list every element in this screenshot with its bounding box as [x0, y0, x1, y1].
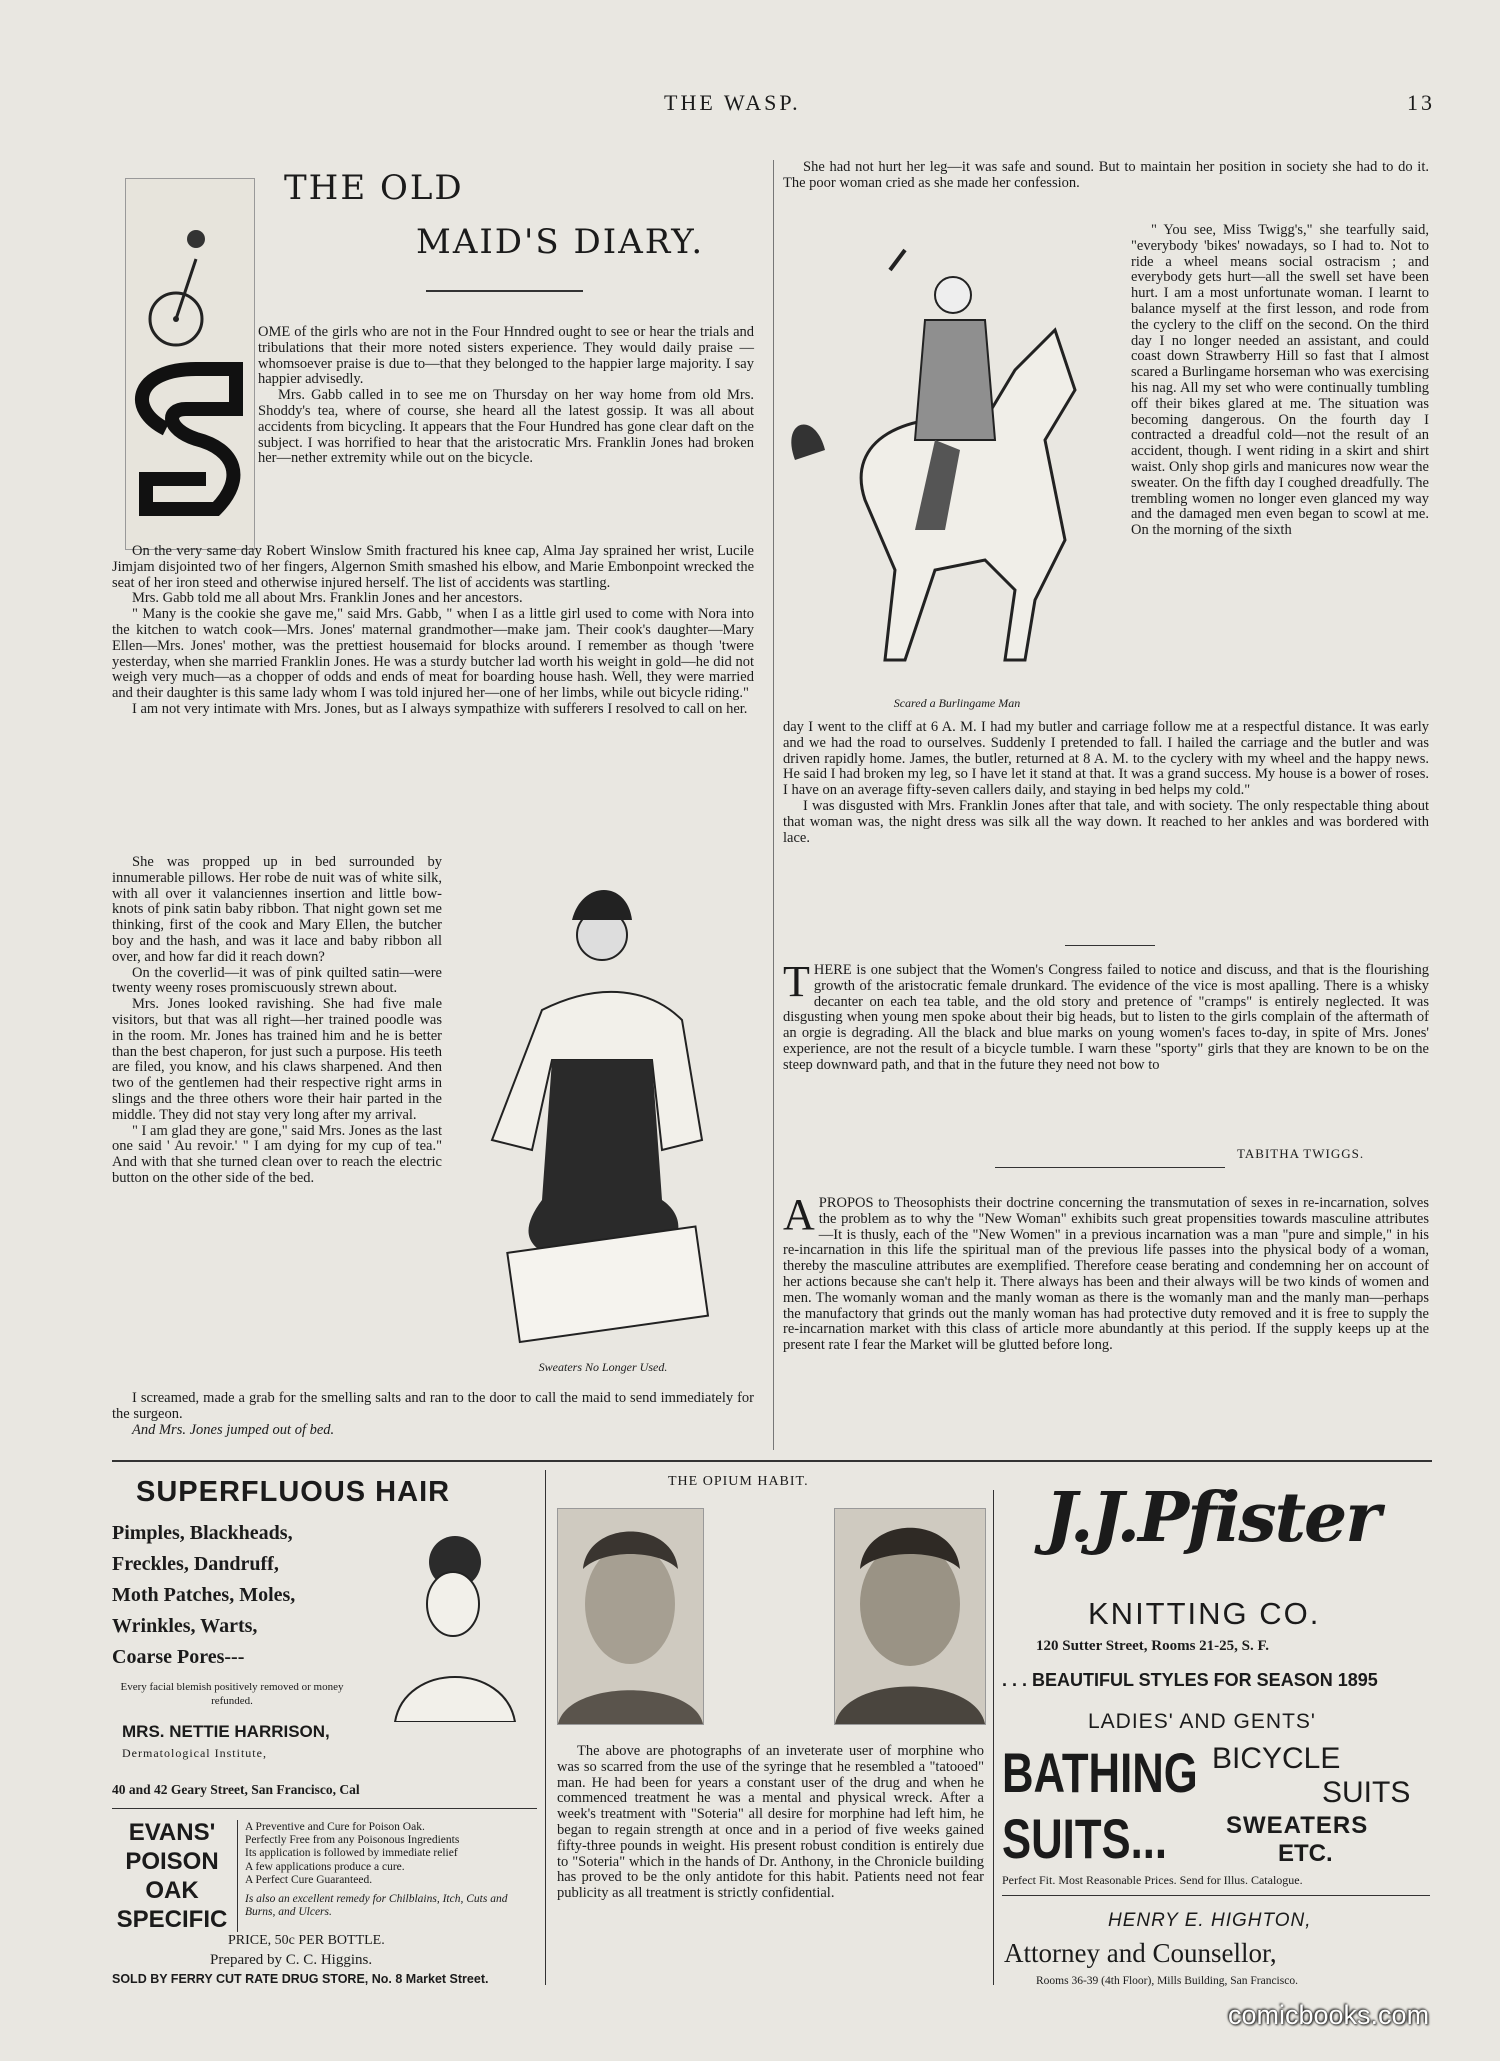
pfister-rule — [1002, 1895, 1430, 1896]
poison-ad-claims — [245, 1821, 537, 1919]
hair-ad-line: Pimples, Blackheads, — [112, 1522, 293, 1544]
poison-ad-also: Is also an excellent remedy for Chilblains, Itch, Cuts and Burns, and Ulcers. — [245, 1893, 508, 1919]
pfister-address: 120 Sutter Street, Rooms 21-25, S. F. — [1036, 1638, 1270, 1654]
page-number: 13 — [1407, 90, 1435, 115]
diary-title-line2: MAID'S DIARY. — [416, 222, 705, 262]
ads-divider-right — [993, 1490, 994, 1985]
hair-ad-list — [112, 1518, 295, 1673]
hair-ad-institute: Dermatological Institute, — [122, 1746, 267, 1760]
diary-p6: I am not very intimate with Mrs. Jones, but as I always sympathize with sufferers I resolved to call on her. — [132, 700, 748, 717]
pfister-footer: Perfect Fit. Most Reasonable Prices. Send for Illus. Catalogue. — [1002, 1873, 1303, 1887]
opium-photo-before — [557, 1508, 704, 1725]
hair-ad-line: Moth Patches, Moles, — [112, 1584, 296, 1606]
diary-c2-p2b: day I went to the cliff at 6 A. M. I had my butler and carriage follow me at a respectful distance. It was early and we had the road to ourselves. Suddenly I pretended to fall. I hailed the carriage and the butler and was driven rapidly home. James, the butler, returned at 8 A. M. to the cyclery with my wheel and the happy news. He said I had broken my leg, so I have let it stand at that. It was a grand success. My house is a bower of roses. I have on an average fifty-seven callers daily, and staying in bed helps my cold." — [783, 719, 1429, 799]
poison-ad-claim: A Perfect Cure Guaranteed. — [245, 1873, 373, 1886]
site-watermark: comicbooks.com — [1228, 2000, 1430, 2030]
illuminated-initial-s — [125, 178, 255, 550]
drunkard-text: HERE is one subject that the Women's Congress failed to notice and discuss, and that is the flourishing growth of the aristocratic female drunkard. The evidence of the vice is most apalling. There is a whisky decanter on each tea table, and the old story and pretence of "cramps" is entirely neglected. It was disgusting when young men spoke about their big heads, but to listen to the girls complain of the aftermath of an orgie is degrading. All the black and blue marks on young women's faces to-day, in spite of Mrs. Jones' experience, are not the result of a bicycle tumble. I warn these "sporty" girls that they are known to be on the steep downward path, and that in the future they need not bow to — [783, 962, 1429, 1073]
theosophy-article — [783, 1190, 1429, 1354]
diary-p1: OME of the girls who are not in the Four Hnndred ought to see or hear the trials and tribulations that their more noted sisters experience. They would daily praise —whomsoever praise is due to—that they belonged to the happier large majority. I say happier advisedly. — [258, 324, 754, 388]
horseman-illustration — [785, 240, 1115, 690]
poison-ad-claim: A few applications produce a cure. — [245, 1860, 405, 1873]
diary-p7: She was propped up in bed surrounded by innumerable pillows. Her robe de nuit was of white silk, with all over it valanciennes insertion and little bow-knots of pink satin baby ribbon. That night gown set me thinking, first of the cook and Mary Ellen, the butcher boy and the hash, and was it lace and baby ribbon all over, and how far did it reach down? — [112, 854, 442, 965]
cyclist-initial-drawing — [126, 179, 254, 549]
poison-ad-name-line: POISON — [125, 1848, 219, 1875]
theosophy-dropcap: A — [783, 1190, 815, 1239]
diary-narrow-block — [112, 855, 442, 1187]
ads-divider — [112, 1460, 1432, 1462]
poison-ad-price: PRICE, 50c PER BOTTLE. — [228, 1933, 385, 1948]
poison-ad-claim: A Preventive and Cure for Poison Oak. — [245, 1821, 425, 1833]
horseman-caption: Scared a Burlingame Man — [893, 696, 1021, 710]
section-rule-1 — [1065, 945, 1155, 946]
hair-ad-rule — [112, 1808, 537, 1809]
pfister-bicycle: BICYCLE — [1212, 1742, 1341, 1775]
opium-title: THE OPIUM HABIT. — [668, 1474, 809, 1489]
diary-p10: " I am glad they are gone," said Mrs. Jones as the last one said ' Au revoir.' " I am dying for my cup of tea." And with that she turned clean over to reach the electric button on the other side of the bed. — [112, 1122, 442, 1186]
opium-photo-after — [834, 1508, 986, 1725]
diary-continuation-narrow — [1131, 223, 1429, 539]
column-divider — [773, 160, 774, 1450]
drunkard-article — [783, 957, 1429, 1074]
diary-p11: I screamed, made a grab for the smelling salts and ran to the door to call the maid to send immediately for the surgeon. — [112, 1390, 754, 1422]
diary-continuation-top — [783, 160, 1429, 192]
hair-ad-line: Coarse Pores--- — [112, 1646, 245, 1668]
diary-continuation-wide — [783, 720, 1429, 846]
diary-c2-p3: I was disgusted with Mrs. Franklin Jones after that tale, and with society. The only respectable thing about that woman was, the night dress was silk all the way down. It reached to her ankles and was bordered with lace. — [783, 797, 1429, 846]
highton-name: HENRY E. HIGHTON, — [1108, 1910, 1312, 1931]
title-rule — [426, 290, 583, 292]
section-rule-2 — [995, 1167, 1225, 1168]
pfister-sweaters: SWEATERS — [1226, 1812, 1369, 1839]
hair-ad-line: Freckles, Dandruff, — [112, 1553, 279, 1575]
diary-p5: " Many is the cookie she gave me," said Mrs. Gabb, " when I as a little girl used to come with Nora into the kitchen to watch cook—Mrs. Jones' maternal grandmother—make jam. Their cook's daughter—Mary Ellen—Mrs. Jones' mother, was the prettiest housemaid for blocks around. I remember as though 'twere yesterday, when she married Franklin Jones. He was a sturdy butcher lad worth his weight in gold—he did not weigh very much—as a chopper of odds and ends of meat for boarding house hash. Well, they were married and their daughter is this same lady whom I was told injured her—one of her limbs, while out bicycle riding." — [112, 606, 754, 702]
poison-ad-name-line: OAK — [145, 1877, 199, 1904]
poison-ad-prepared: Prepared by C. C. Higgins. — [210, 1952, 373, 1968]
highton-title: Attorney and Counsellor, — [1004, 1938, 1277, 1968]
diary-ending-block — [112, 1391, 754, 1438]
masthead-title: THE WASP. — [664, 90, 801, 115]
diary-p12: And Mrs. Jones jumped out of bed. — [132, 1421, 335, 1438]
pfister-bicycle-suits: SUITS — [1322, 1776, 1411, 1809]
diary-c2-p2: " You see, Miss Twigg's," she tearfully said, "everybody 'bikes' nowadays, so I had to. Not to ride a wheel means social ostracism ; and everybody gets hurt—all the swell set have been hurt. I am a most unfortunate woman. I learnt to balance myself at the first lesson, and rode from the cyclery to the cliff on the second. On the third day I no longer needed an assistant, and could coast down Strawberry Hill so fast that I almost scared a Burlingame horseman who was exercising his nag. All my set who were continually tumbling off their bikes glared at me. The situation was becoming dangerous. On the fourth day I contracted a dreadful cold—not the result of an accident, though. I went riding in a skirt and shirt waist. Only shop girls and manicures now wear the sweater. On the fifth day I coughed dreadfully. The trembling women no longer even glanced my way and the damaged men even began to scowl at me. On the morning of the sixth — [1131, 222, 1429, 539]
sweater-caption: Sweaters No Longer Used. — [538, 1360, 668, 1374]
diary-p8: On the coverlid—it was of pink quilted satin—were twenty weeny roses promiscuously strewn about. — [112, 964, 442, 997]
hair-ad-address: 40 and 42 Geary Street, San Francisco, Cal — [112, 1782, 360, 1797]
diary-intro-block — [258, 325, 754, 467]
signature-tabitha: TABITHA TWIGGS. — [1237, 1146, 1365, 1161]
pfister-etc: ETC. — [1278, 1840, 1333, 1867]
hair-ad-name: MRS. NETTIE HARRISON, — [122, 1722, 330, 1741]
poison-ad-claim: Its application is followed by immediate relief — [245, 1847, 458, 1860]
pfister-season: . . . BEAUTIFUL STYLES FOR SEASON 1895 — [1002, 1670, 1378, 1690]
poison-ad-claim: Perfectly Free from any Poisonous Ingredients — [245, 1834, 460, 1847]
pfister-bathing: BATHING — [1002, 1741, 1198, 1804]
hair-ad-guarantee: Every facial blemish positively removed or money refunded. — [120, 1681, 344, 1707]
poison-ad-name-line: EVANS' — [128, 1819, 216, 1846]
pfister-ladies-gents: LADIES' AND GENTS' — [1088, 1710, 1316, 1733]
opium-text: The above are photographs of an inveterate user of morphine who was so scarred from the use of the syringe that he resembled a "tatooed" man. He had been for years a constant user of the drug and when he commenced treatment he was a mental and physical wreck. After a week's treatment with "Soteria" all desire for morphine had left him, he began to regain strength at once and in a period of five weeks gained fifty-three pounds in weight. His present robust condition is entirely due to "Soteria" which in the hands of Dr. Anthony, in the Chronicle building has proved to be the only antidote for this habit. Patients need not fear publicity as all treatment is strictly confidential. — [557, 1743, 984, 1902]
poison-ad-name — [112, 1818, 232, 1934]
highton-address: Rooms 36-39 (4th Floor), Mills Building, San Francisco. — [1036, 1975, 1298, 1987]
diary-body-block — [112, 544, 754, 718]
sweater-woman-illustration — [452, 880, 752, 1350]
pfister-suits: SUITS... — [1002, 1807, 1168, 1870]
ads-divider-left — [545, 1470, 546, 1985]
poison-ad-name-line: SPECIFIC — [116, 1906, 228, 1933]
diary-p9: Mrs. Jones looked ravishing. She had five male visitors, but that was all right—her trained poodle was in the room. Mr. Jones has trained him and he is better than the best chaperon, for just such a purpose. His teeth are filed, you know, and his claws sharpened. And then two of the gentlemen had their respective right arms in slings and the three others wore their hair parted in the middle. They did not stay very long after my arrival. — [112, 996, 442, 1123]
diary-c2-p1: She had not hurt her leg—it was safe and sound. But to maintain her position in society she had to do it. The poor woman cried as she made her confession. — [783, 159, 1429, 191]
diary-title-line1: THE OLD — [284, 168, 464, 208]
hair-ad-title: SUPERFLUOUS HAIR — [136, 1476, 451, 1508]
poison-ad-sold: SOLD BY FERRY CUT RATE DRUG STORE, No. 8 Market Street. — [112, 1972, 489, 1986]
theosophy-text: PROPOS to Theosophists their doctrine concerning the transmutation of sexes in re-incarnation, solves the problem as to why the "New Woman" exhibits such great propensities towards masculine attributes—It is thusly, each of the "New Women" in a previous incarnation was a man "pure and simple," in his re-incarnation in this life the spiritual man of the previous life passes into the physical body of a woman, thereby the masculine attributes are exemplified. Therefore cease berating and condemning her on account of her actions because she can't help it. There always has been and their always will be two kinds of women and men. The womanly woman and the manly woman as there is the womanly man and the manly man—perhaps the manufactory that grinds out the manly woman has had protective duty removed and it is free to supply the re-incarnation market with this class of article more abundantly at this period. If the supply keeps up at the present rate I fear the Market will be glutted before long. — [783, 1195, 1429, 1354]
pfister-company: KNITTING CO. — [1088, 1596, 1321, 1631]
diary-p4: Mrs. Gabb told me all about Mrs. Franklin Jones and her ancestors. — [132, 590, 523, 607]
hair-ad-line: Wrinkles, Warts, — [112, 1615, 258, 1637]
opium-article — [557, 1744, 984, 1902]
poison-ad-divider — [237, 1820, 238, 1932]
diary-p2: Mrs. Gabb called in to see me on Thursday on her way home from old Mrs. Shoddy's tea, where of course, she heard all the latest gossip. It was all about accidents from bicycling. It appears that the Four Hundred has gone clear daft on the subject. I was horrified to hear that the aristocratic Mrs. Franklin Jones had broken her—nether extremity while out on the bicycle. — [258, 387, 754, 467]
pfister-logo: J.J.Pfister — [1045, 1478, 1380, 1558]
diary-p3: On the very same day Robert Winslow Smith fractured his knee cap, Alma Jay sprained her wrist, Lucile Jimjam disjointed two of her fingers, Algernon Smith smashed his elbow, and Marie Embonpoint wrecked the seat of her iron steed and otherwise injured herself. The list of accidents was startling. — [112, 543, 754, 591]
drunkard-dropcap: T — [783, 957, 810, 1006]
harrison-portrait — [375, 1522, 525, 1722]
